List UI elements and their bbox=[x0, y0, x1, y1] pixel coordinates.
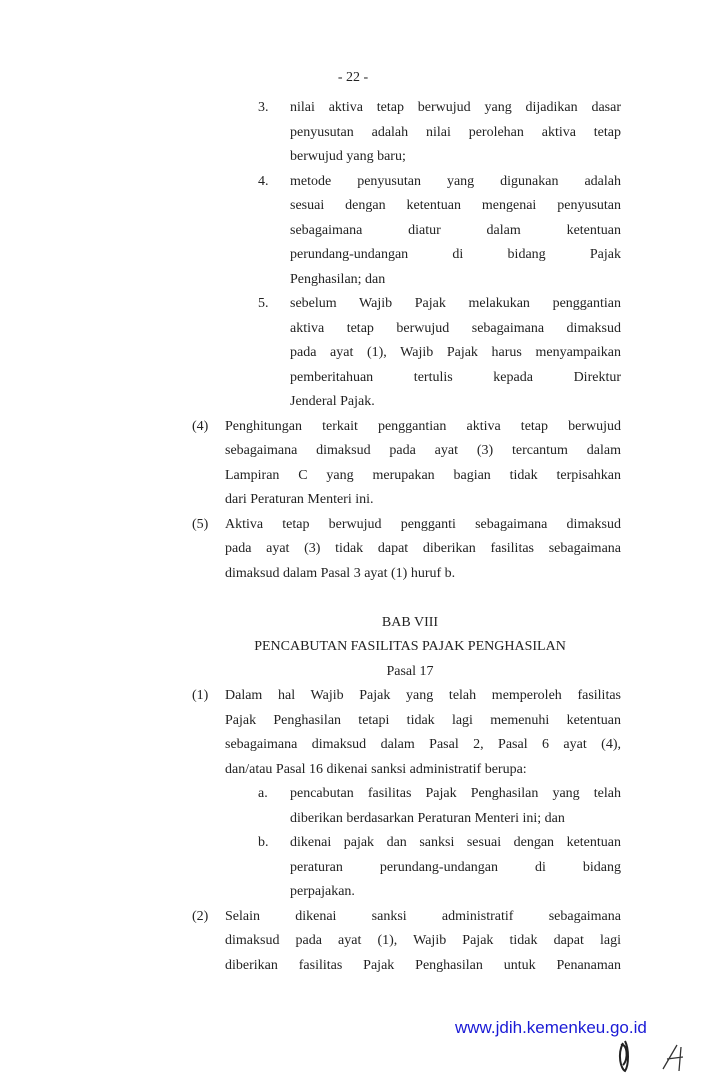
item-number: a. bbox=[258, 786, 268, 801]
page-number: - 22 - bbox=[337, 70, 369, 85]
text-line: Pajak Penghasilan tetapi tidak lagi memenuhi ketentuan bbox=[225, 712, 621, 728]
text-line: metode penyusutan yang digunakan adalah bbox=[290, 173, 621, 189]
text-line: pada ayat (1), Wajib Pajak harus menyampaikan bbox=[290, 345, 621, 360]
text-line: peraturan perundang-undangan di bidang bbox=[290, 859, 621, 875]
chapter-heading: BAB VIII bbox=[381, 614, 439, 630]
text-line: perpajakan. bbox=[290, 884, 355, 899]
item-number: 3. bbox=[258, 100, 269, 115]
item-number: (5) bbox=[192, 516, 209, 532]
text-line: berwujud yang baru; bbox=[290, 149, 406, 164]
text-line: Penghasilan; dan bbox=[290, 271, 386, 287]
text-line: dimaksud pada ayat (1), Wajib Pajak tidak dapat lagi bbox=[225, 933, 621, 948]
text-line: diberikan fasilitas Pajak Penghasilan untuk Penanaman bbox=[225, 957, 621, 973]
text-line: dari Peraturan Menteri ini. bbox=[225, 492, 374, 507]
text-line: sebagaimana dimaksud dalam Pasal 2, Pasal 6 ayat (4), bbox=[225, 737, 621, 752]
text-line: sebagaimana diatur dalam ketentuan bbox=[290, 222, 621, 238]
item-number: (1) bbox=[192, 688, 209, 703]
text-line: pencabutan fasilitas Pajak Penghasilan yang telah bbox=[290, 786, 621, 801]
text-line: dimaksud dalam Pasal 3 ayat (1) huruf b. bbox=[225, 565, 456, 581]
text-line: sebelum Wajib Pajak melakukan penggantian bbox=[290, 296, 621, 311]
item-number: b. bbox=[258, 835, 269, 850]
text-line: Penghitungan terkait penggantian aktiva tetap berwujud bbox=[225, 418, 621, 434]
text-line: penyusutan adalah nilai perolehan aktiva tetap bbox=[290, 124, 621, 140]
text-line: dikenai pajak dan sanksi sesuai dengan ketentuan bbox=[290, 835, 621, 850]
text-line: sebagaimana dimaksud pada ayat (3) tercantum dalam bbox=[225, 443, 621, 458]
jdih-watermark-link[interactable]: www.jdih.kemenkeu.go.id bbox=[455, 1018, 647, 1037]
text-line: aktiva tetap berwujud sebagaimana dimaksud bbox=[290, 320, 621, 336]
text-line: Aktiva tetap berwujud pengganti sebagaimana dimaksud bbox=[225, 516, 621, 532]
text-line: Lampiran C yang merupakan bagian tidak terpisahkan bbox=[225, 467, 621, 483]
text-line: diberikan berdasarkan Peraturan Menteri ini; dan bbox=[290, 810, 565, 826]
item-number: 5. bbox=[258, 296, 269, 311]
text-line: Dalam hal Wajib Pajak yang telah memperoleh fasilitas bbox=[225, 688, 621, 703]
text-line: nilai aktiva tetap berwujud yang dijadikan dasar bbox=[290, 100, 621, 115]
text-line: Selain dikenai sanksi administratif sebagaimana bbox=[225, 908, 621, 924]
paraf-signature-icon bbox=[615, 1035, 695, 1080]
text-line: pemberitahuan tertulis kepada Direktur bbox=[290, 369, 621, 385]
text-line: Jenderal Pajak. bbox=[290, 394, 375, 409]
article-heading: Pasal 17 bbox=[386, 663, 434, 679]
item-number: 4. bbox=[258, 173, 269, 189]
item-number: (4) bbox=[192, 418, 209, 434]
text-line: pada ayat (3) tidak dapat diberikan fasilitas sebagaimana bbox=[225, 541, 621, 556]
text-line: perundang-undangan di bidang Pajak bbox=[290, 247, 621, 262]
chapter-title: PENCABUTAN FASILITAS PAJAK PENGHASILAN bbox=[254, 639, 566, 654]
item-number: (2) bbox=[192, 908, 209, 924]
text-line: dan/atau Pasal 16 dikenai sanksi administratif berupa: bbox=[225, 761, 527, 777]
text-line: sesuai dengan ketentuan mengenai penyusutan bbox=[290, 198, 621, 213]
